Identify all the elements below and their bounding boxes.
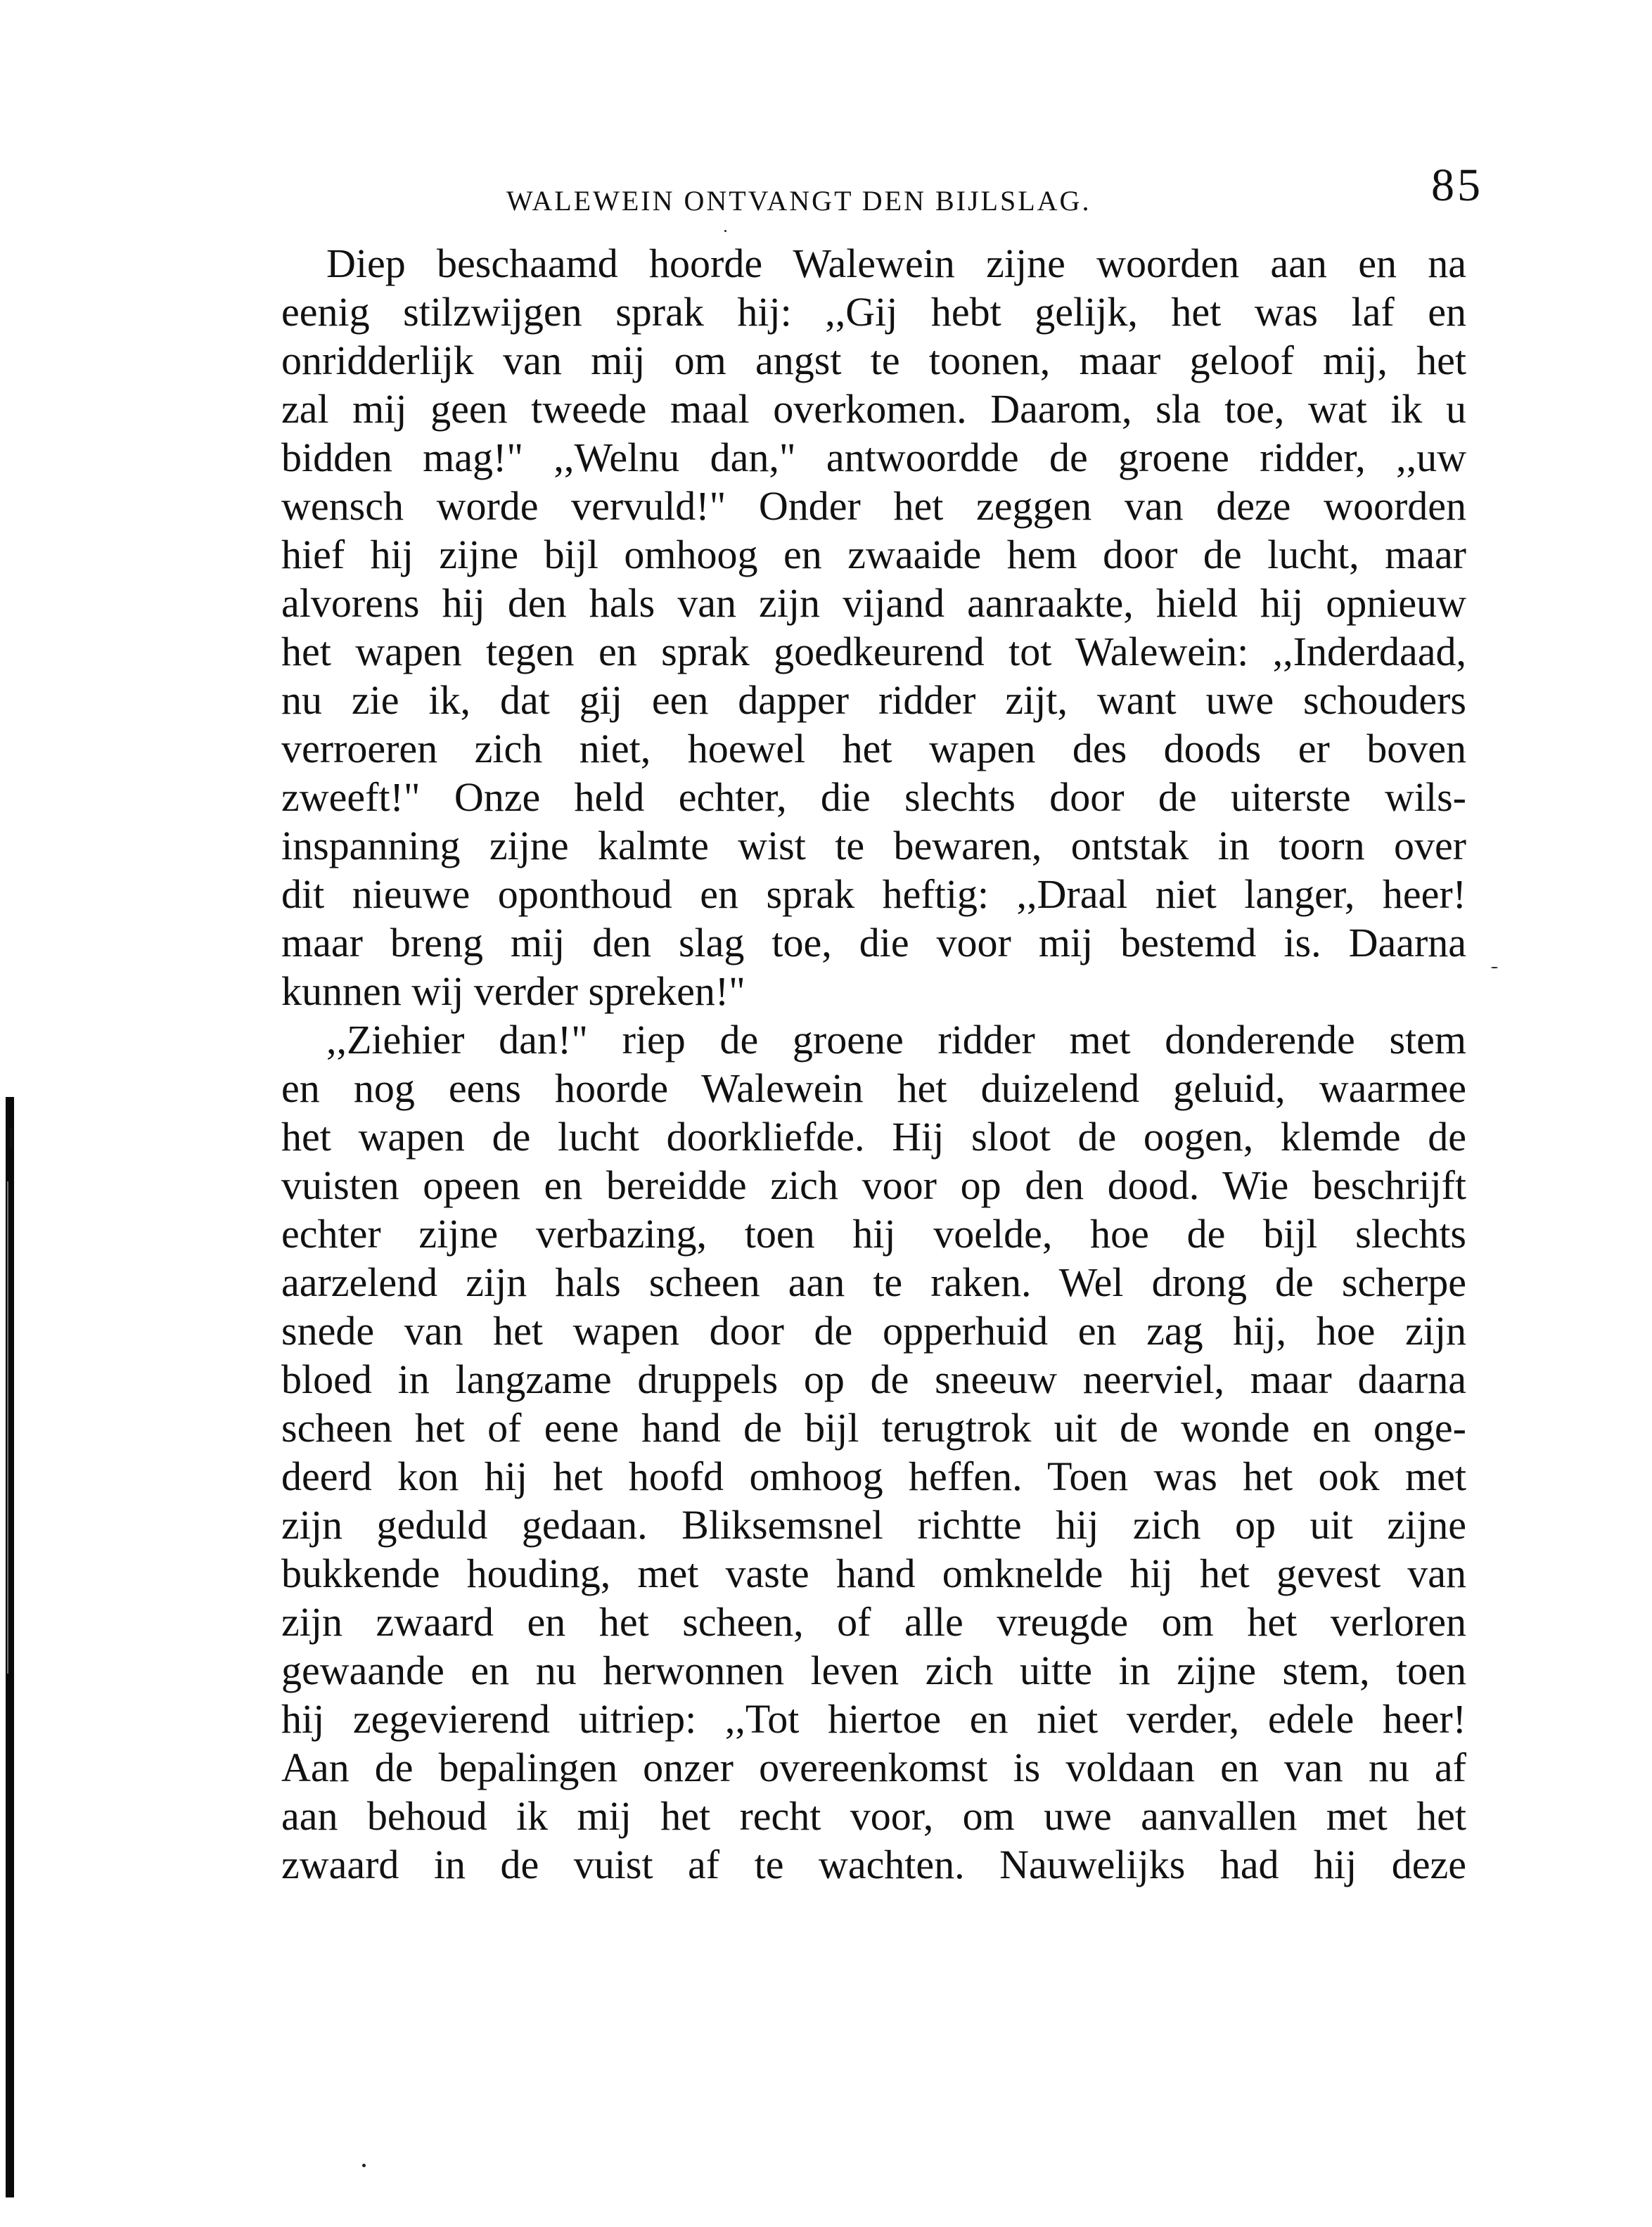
text-line: het wapen de lucht doorkliefde. Hij sloot de oogen, klemde de xyxy=(281,1114,1466,1160)
page-edge-mark xyxy=(10,1129,13,1148)
text-line: alvorens hij den hals van zijn vijand aanraakte, hield hij opnieuw xyxy=(281,580,1466,626)
print-speck xyxy=(1491,967,1498,968)
page-edge-shadow xyxy=(7,1181,8,1674)
text-line: onridderlijk van mij om angst te toonen, maar geloof mij, het xyxy=(281,338,1466,383)
text-line: aan behoud ik mij het recht voor, om uwe aanvallen met het xyxy=(281,1793,1466,1839)
body-text xyxy=(281,239,1466,1889)
text-line: Aan de bepalingen onzer overeenkomst is voldaan en van nu af xyxy=(281,1745,1466,1790)
text-line: zweeft!" Onze held echter, die slechts door de uiterste wils- xyxy=(281,774,1466,820)
text-line: eenig stilzwijgen sprak hij: ,,Gij hebt gelijk, het was laf en xyxy=(281,289,1466,335)
text-line: bloed in langzame druppels op de sneeuw neerviel, maar daarna xyxy=(281,1356,1466,1402)
text-line: kunnen wij verder spreken!" xyxy=(281,968,745,1014)
text-line: hij zegevierend uitriep: ,,Tot hiertoe en niet verder, edele heer! xyxy=(281,1696,1466,1742)
text-line: Diep beschaamd hoorde Walewein zijne woorden aan en na xyxy=(326,240,1466,286)
text-line: bidden mag!" ,,Welnu dan," antwoordde de groene ridder, ,,uw xyxy=(281,435,1466,480)
text-line: dit nieuwe oponthoud en sprak heftig: ,,Draal niet langer, heer! xyxy=(281,871,1466,917)
text-line: gewaande en nu herwonnen leven zich uitte in zijne stem, toen xyxy=(281,1648,1466,1693)
text-line: verroeren zich niet, hoewel het wapen des doods er boven xyxy=(281,726,1466,771)
text-line: vuisten opeen en bereidde zich voor op den dood. Wie beschrijft xyxy=(281,1162,1466,1208)
page-number: 85 xyxy=(1431,160,1483,211)
print-speck xyxy=(724,230,726,232)
text-line: zijn geduld gedaan. Bliksemsnel richtte hij zich op uit zijne xyxy=(281,1502,1466,1548)
text-line: ,,Ziehier dan!" riep de groene ridder met donderende stem xyxy=(326,1017,1466,1063)
text-line: zijn zwaard en het scheen, of alle vreugde om het verloren xyxy=(281,1599,1466,1645)
text-line: echter zijne verbazing, toen hij voelde, hoe de bijl slechts xyxy=(281,1211,1466,1257)
text-line: maar breng mij den slag toe, die voor mij bestemd is. Daarna xyxy=(281,920,1466,965)
text-line: hief hij zijne bijl omhoog en zwaaide hem door de lucht, maar xyxy=(281,532,1466,577)
text-line: snede van het wapen door de opperhuid en zag hij, hoe zijn xyxy=(281,1308,1466,1354)
text-line: deerd kon hij het hoofd omhoog heffen. Toen was het ook met xyxy=(281,1453,1466,1499)
text-line: zal mij geen tweede maal overkomen. Daarom, sla toe, wat ik u xyxy=(281,386,1466,432)
text-line: zwaard in de vuist af te wachten. Nauwelijks had hij deze xyxy=(281,1842,1466,1887)
text-line: wensch worde vervuld!" Onder het zeggen van deze woorden xyxy=(281,483,1466,529)
text-line: en nog eens hoorde Walewein het duizelend geluid, waarmee xyxy=(281,1065,1466,1111)
text-line: het wapen tegen en sprak goedkeurend tot Walewein: ,,Inderdaad, xyxy=(281,629,1466,674)
print-speck xyxy=(362,2164,366,2167)
text-line: inspanning zijne kalmte wist te bewaren, ontstak in toorn over xyxy=(281,823,1466,868)
text-line: scheen het of eene hand de bijl terugtrok uit de wonde en onge- xyxy=(281,1405,1466,1451)
text-line: aarzelend zijn hals scheen aan te raken. Wel drong de scherpe xyxy=(281,1259,1466,1305)
text-line: bukkende houding, met vaste hand omknelde hij het gevest van xyxy=(281,1551,1466,1596)
text-line: nu zie ik, dat gij een dapper ridder zijt, want uwe schouders xyxy=(281,677,1466,723)
running-title: WALEWEIN ONTVANGT DEN BIJLSLAG. xyxy=(506,185,1091,217)
